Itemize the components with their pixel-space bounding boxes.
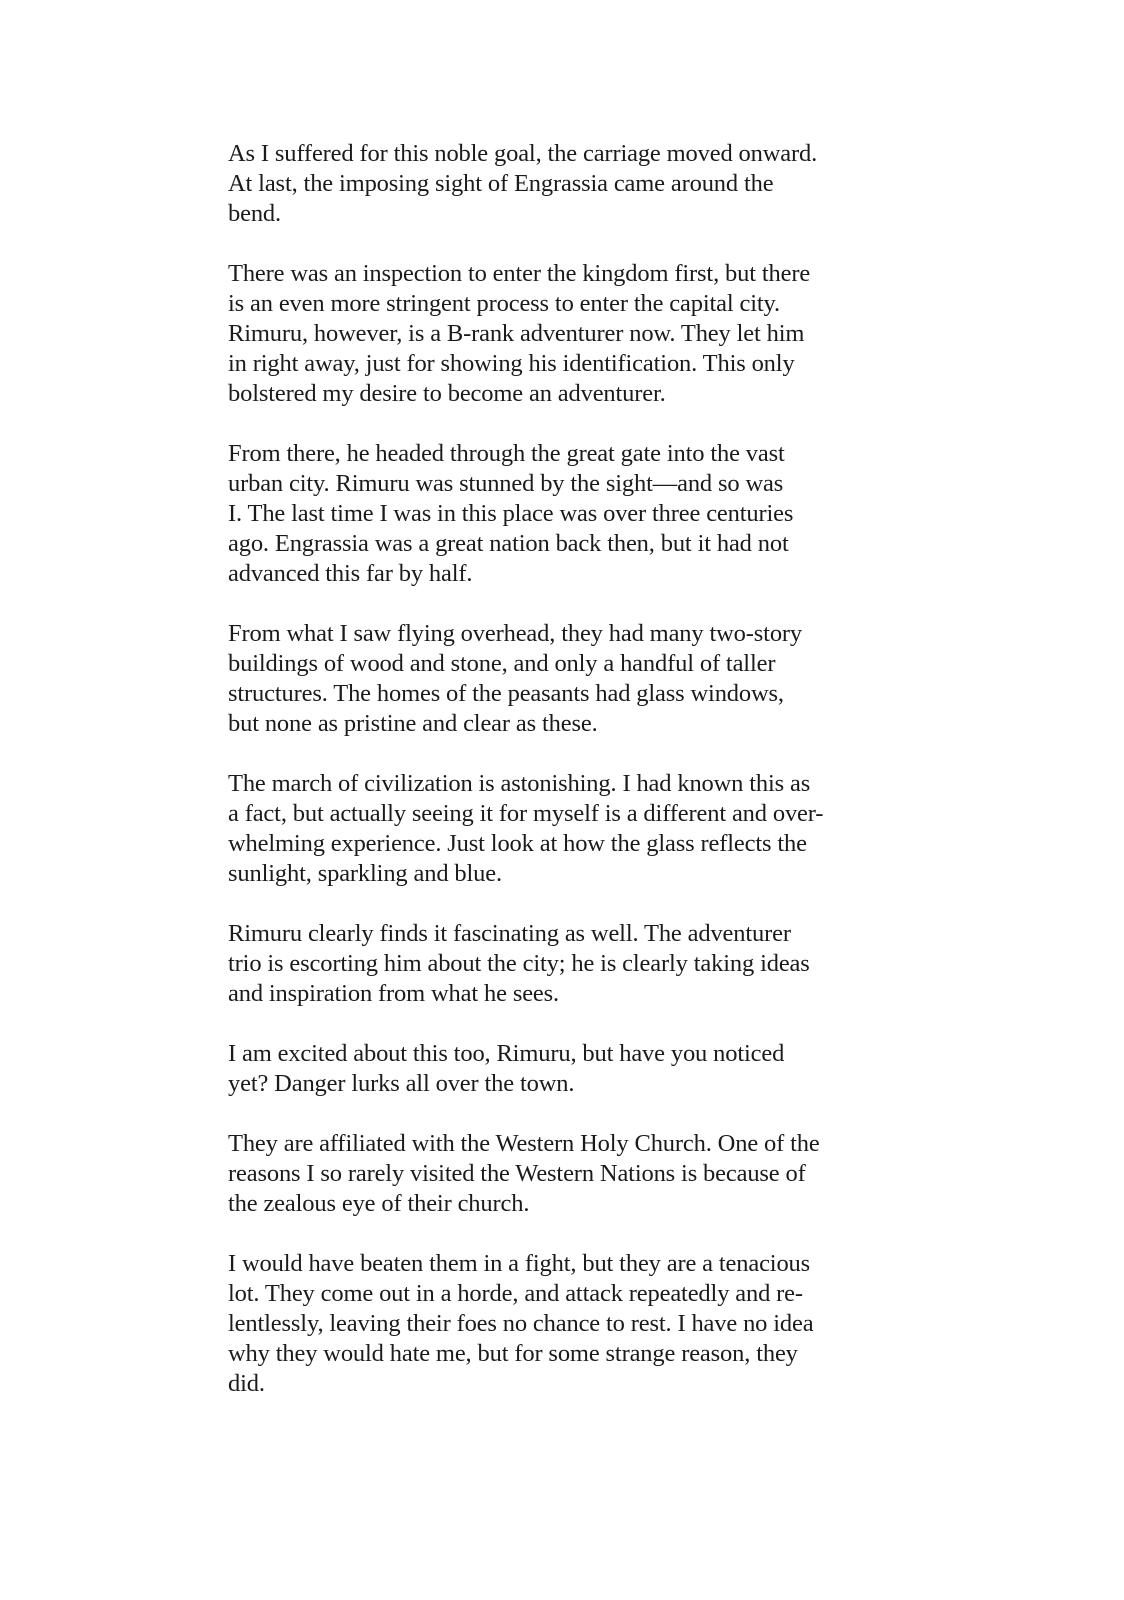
- paragraph: [228, 919, 906, 1009]
- text-line: From what I saw flying overhead, they had many two-story: [228, 620, 803, 647]
- text-line: The march of civilization is astonishing. I had known this as: [228, 770, 811, 797]
- text-line: There was an inspection to enter the kingdom first, but there: [228, 260, 811, 287]
- text-line: buildings of wood and stone, and only a handful of taller: [228, 650, 776, 677]
- text-line: bolstered my desire to become an adventurer.: [228, 380, 666, 407]
- text-line: a fact, but actually seeing it for myself is a different and over-: [228, 800, 824, 827]
- text-line: the zealous eye of their church.: [228, 1190, 530, 1217]
- text-line: I am excited about this too, Rimuru, but have you noticed: [228, 1040, 785, 1067]
- text-line: yet? Danger lurks all over the town.: [228, 1070, 575, 1097]
- text-line: and inspiration from what he sees.: [228, 980, 560, 1007]
- text-line: From there, he headed through the great gate into the vast: [228, 440, 785, 467]
- text-line: lot. They come out in a horde, and attack repeatedly and re-: [228, 1280, 803, 1307]
- paragraph: [228, 439, 906, 589]
- paragraph: [228, 139, 906, 229]
- text-line: They are affiliated with the Western Holy Church. One of the: [228, 1130, 820, 1157]
- paragraph: [228, 1249, 906, 1399]
- paragraph: [228, 619, 906, 739]
- text-line: is an even more stringent process to enter the capital city.: [228, 290, 781, 317]
- text-line: Rimuru, however, is a B-rank adventurer now. They let him: [228, 320, 805, 347]
- text-line: I. The last time I was in this place was over three centuries: [228, 500, 794, 527]
- paragraph: [228, 1039, 906, 1099]
- text-line: At last, the imposing sight of Engrassia came around the: [228, 170, 774, 197]
- text-line: advanced this far by half.: [228, 560, 473, 587]
- text-line: did.: [228, 1370, 265, 1397]
- text-line: whelming experience. Just look at how the glass reflects the: [228, 830, 807, 857]
- text-line: sunlight, sparkling and blue.: [228, 860, 502, 887]
- paragraph: [228, 259, 906, 409]
- text-line: bend.: [228, 200, 281, 227]
- text-line: structures. The homes of the peasants had glass windows,: [228, 680, 784, 707]
- text-block: [228, 139, 906, 1399]
- paragraph: [228, 1129, 906, 1219]
- text-line: I would have beaten them in a fight, but they are a tenacious: [228, 1250, 811, 1277]
- text-line: in right away, just for showing his identification. This only: [228, 350, 795, 377]
- text-line: trio is escorting him about the city; he is clearly taking ideas: [228, 950, 810, 977]
- text-line: but none as pristine and clear as these.: [228, 710, 598, 737]
- text-line: reasons I so rarely visited the Western Nations is because of: [228, 1160, 806, 1187]
- text-line: why they would hate me, but for some strange reason, they: [228, 1340, 798, 1367]
- text-line: ago. Engrassia was a great nation back then, but it had not: [228, 530, 789, 557]
- text-line: As I suffered for this noble goal, the carriage moved onward.: [228, 140, 818, 167]
- paragraph: [228, 769, 906, 889]
- text-line: Rimuru clearly finds it fascinating as well. The adventurer: [228, 920, 791, 947]
- text-line: urban city. Rimuru was stunned by the sight—and so was: [228, 470, 784, 497]
- text-line: lentlessly, leaving their foes no chance to rest. I have no idea: [228, 1310, 814, 1337]
